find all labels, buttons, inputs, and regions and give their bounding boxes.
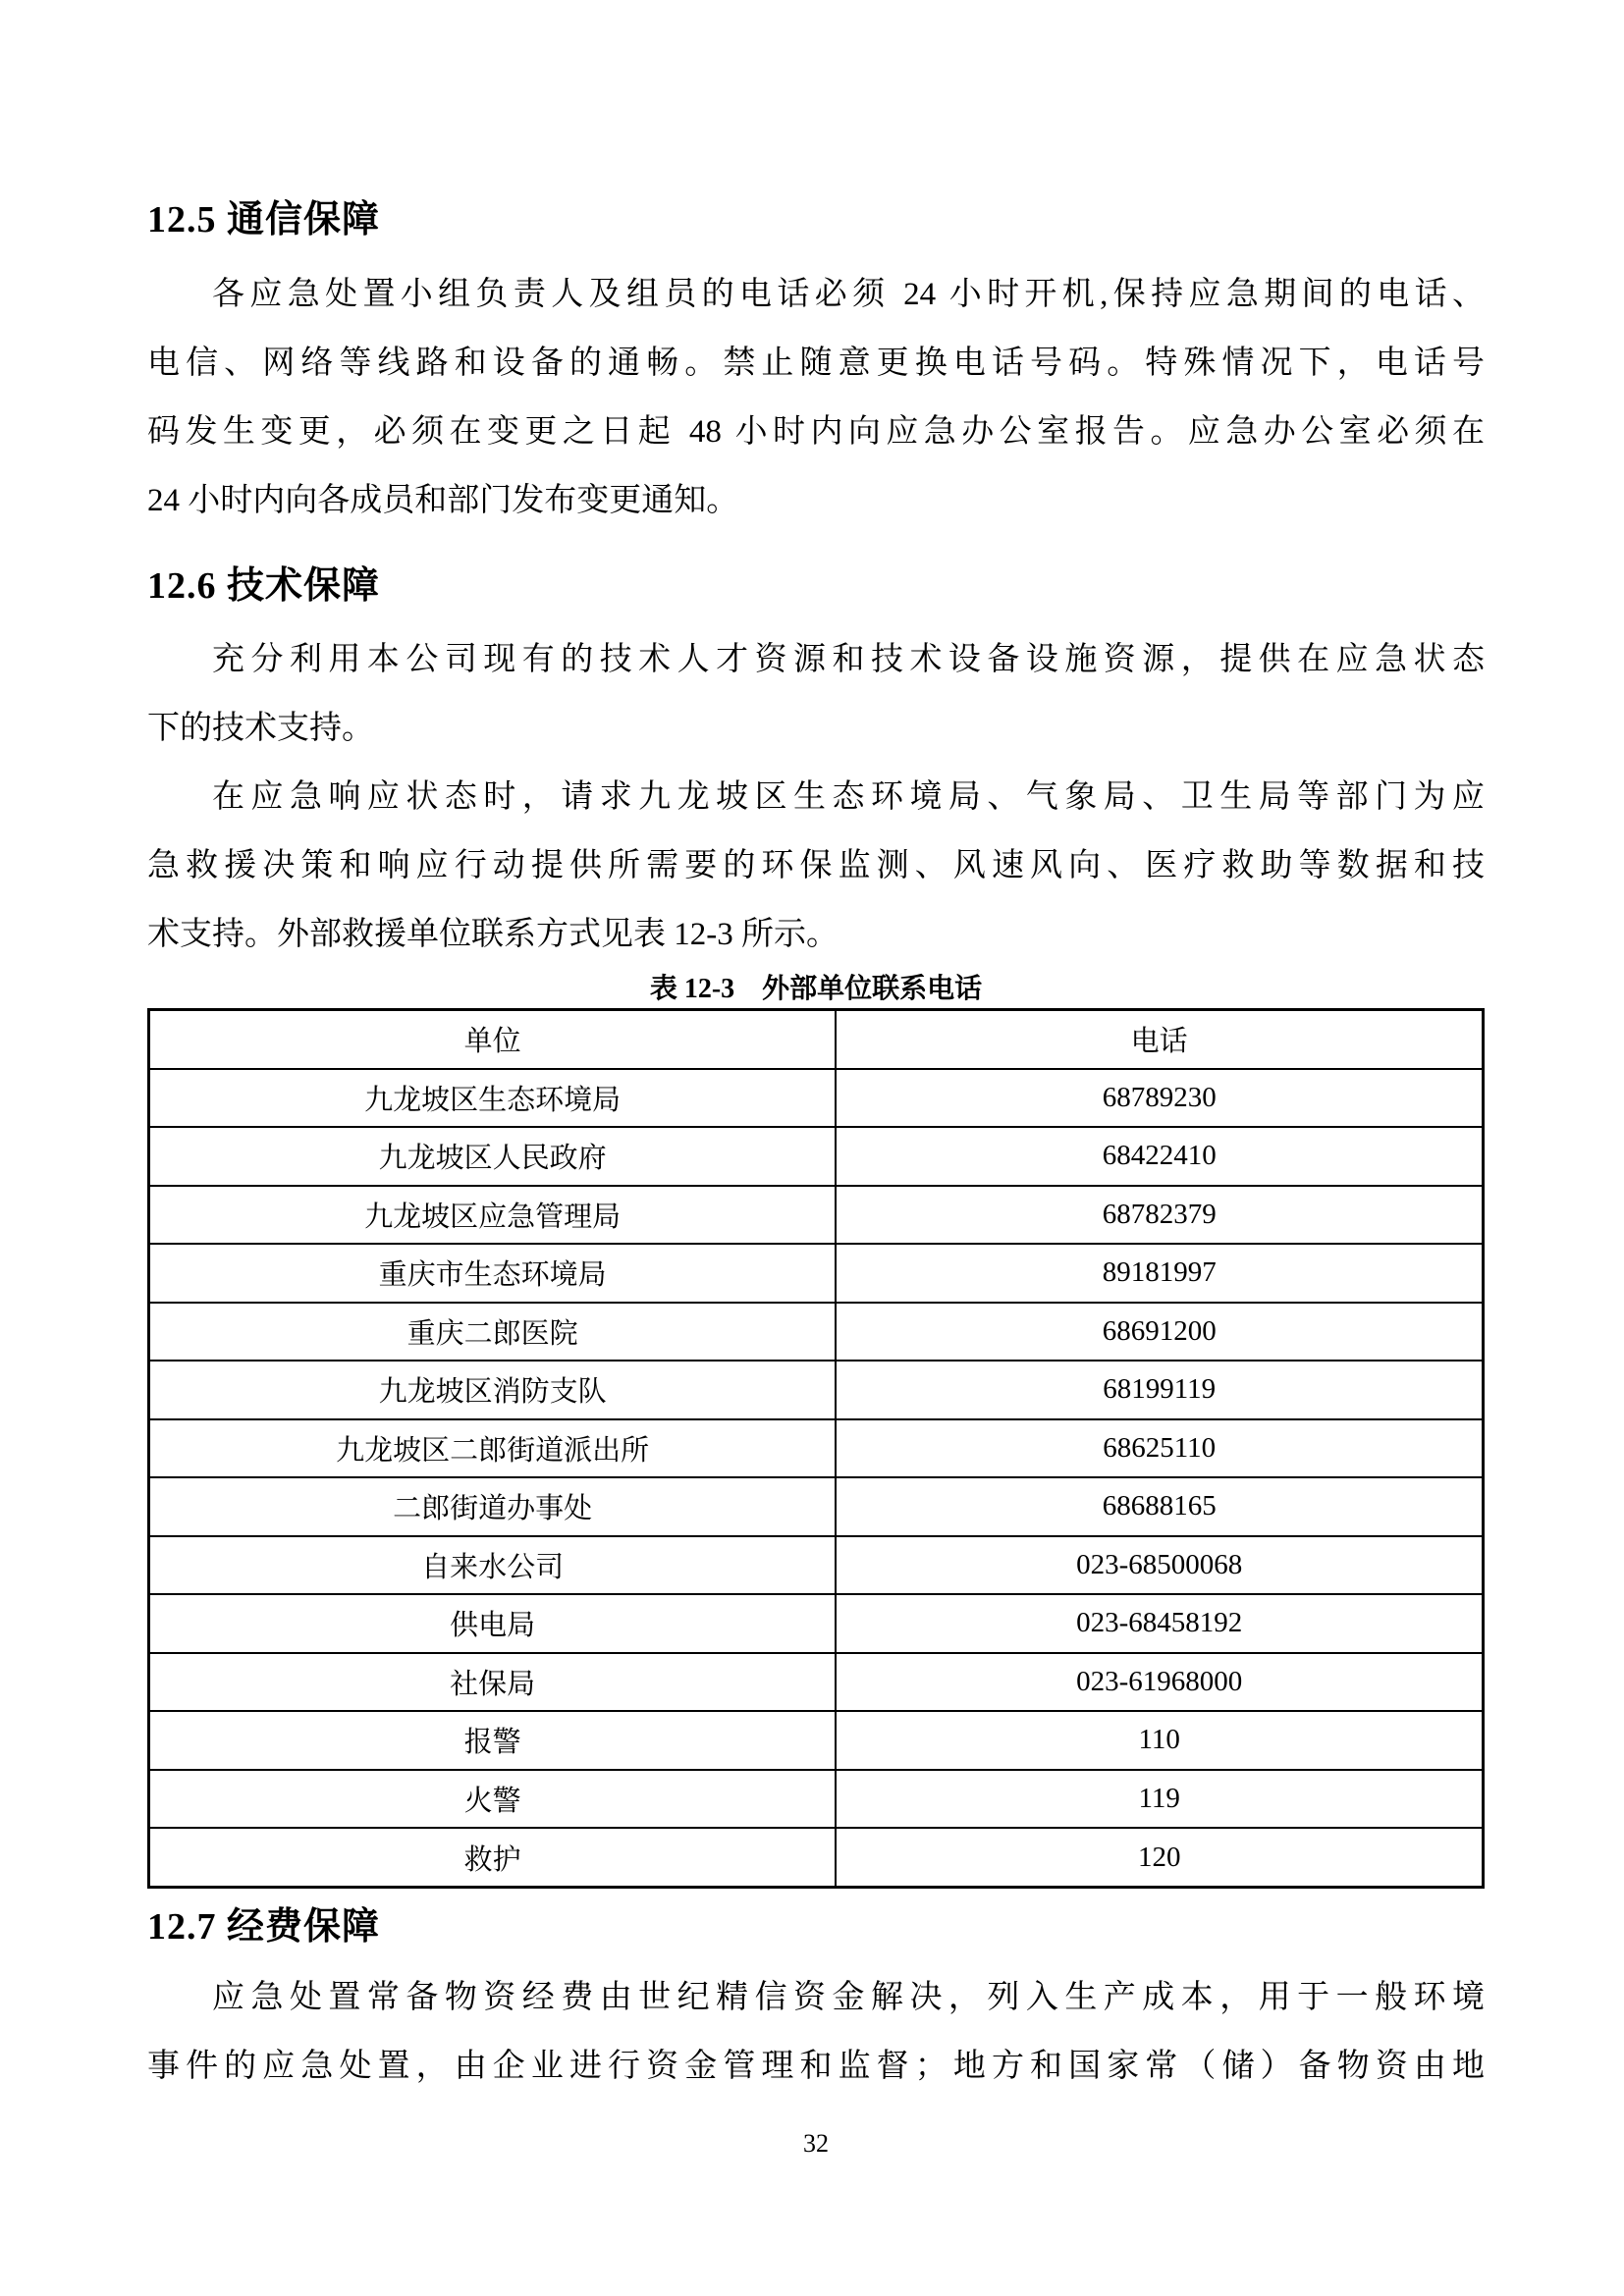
unit-cell: 九龙坡区消防支队 [149, 1361, 837, 1419]
phone-cell: 68691200 [836, 1303, 1483, 1362]
paragraph-line: 码发生变更，必须在变更之日起 48 小时内向应急办公室报告。应急办公室必须在 [147, 414, 1485, 450]
paragraph-line: 电信、网络等线路和设备的通畅。禁止随意更换电话号码。特殊情况下，电话号 [147, 346, 1485, 381]
unit-cell: 九龙坡区生态环境局 [149, 1069, 837, 1128]
table-row [149, 1536, 1484, 1595]
paragraph-funding [147, 1963, 1485, 2101]
paragraph-line: 各应急处置小组负责人及组员的电话必须 24 小时开机,保持应急期间的电话、 [212, 277, 1485, 312]
paragraph-communication [147, 260, 1485, 535]
heading-12-6: 12.6 技术保障 [147, 565, 381, 607]
paragraph-line: 在应急响应状态时，请求九龙坡区生态环境局、气象局、卫生局等部门为应 [212, 779, 1485, 815]
phone-cell: 68688165 [836, 1477, 1483, 1536]
paragraph-line: 急救援决策和响应行动提供所需要的环保监测、风速风向、医疗救助等数据和技 [147, 848, 1485, 883]
table-row [149, 1186, 1484, 1245]
table-row [149, 1303, 1484, 1362]
phone-cell: 119 [836, 1770, 1483, 1829]
table-header-row [149, 1010, 1484, 1069]
phone-cell: 68199119 [836, 1361, 1483, 1419]
table-row [149, 1127, 1484, 1186]
table-row [149, 1653, 1484, 1712]
paragraph-line: 应急处置常备物资经费由世纪精信资金解决，列入生产成本，用于一般环境 [212, 1980, 1485, 2015]
unit-cell: 社保局 [149, 1653, 837, 1712]
page-content [147, 0, 1485, 2161]
heading-12-5: 12.5 通信保障 [147, 199, 381, 240]
phone-cell: 023-68500068 [836, 1536, 1483, 1595]
unit-cell: 供电局 [149, 1594, 837, 1653]
paragraph-line: 24 小时内向各成员和部门发布变更通知。 [147, 483, 739, 518]
paragraph-line: 下的技术支持。 [147, 711, 374, 746]
phone-cell: 68789230 [836, 1069, 1483, 1128]
unit-cell: 九龙坡区二郎街道派出所 [149, 1419, 837, 1478]
table-caption: 表 12-3 外部单位联系电话 [649, 974, 983, 1004]
unit-cell: 九龙坡区人民政府 [149, 1127, 837, 1186]
table-row [149, 1594, 1484, 1653]
unit-cell: 火警 [149, 1770, 837, 1829]
table-row [149, 1069, 1484, 1128]
unit-cell: 二郎街道办事处 [149, 1477, 837, 1536]
table-row [149, 1828, 1484, 1887]
page-number: 32 [803, 2129, 829, 2158]
unit-cell: 重庆二郎医院 [149, 1303, 837, 1362]
table-row [149, 1244, 1484, 1303]
phone-cell: 120 [836, 1828, 1483, 1887]
table-row [149, 1477, 1484, 1536]
unit-cell: 救护 [149, 1828, 837, 1887]
unit-cell: 报警 [149, 1711, 837, 1770]
heading-12-7: 12.7 经费保障 [147, 1906, 381, 1948]
paragraph-line: 充分利用本公司现有的技术人才资源和技术设备设施资源，提供在应急状态 [212, 642, 1485, 677]
contact-table [147, 1008, 1485, 1889]
paragraph-line: 事件的应急处置，由企业进行资金管理和监督；地方和国家常（储）备物资由地 [147, 2049, 1485, 2084]
paragraph-technical-1 [147, 625, 1485, 763]
unit-cell: 九龙坡区应急管理局 [149, 1186, 837, 1245]
paragraph-line: 术支持。外部救援单位联系方式见表 12-3 所示。 [147, 917, 839, 952]
table-row [149, 1419, 1484, 1478]
table-row [149, 1770, 1484, 1829]
phone-cell: 68782379 [836, 1186, 1483, 1245]
phone-cell: 89181997 [836, 1244, 1483, 1303]
phone-cell: 110 [836, 1711, 1483, 1770]
phone-cell: 023-68458192 [836, 1594, 1483, 1653]
phone-cell: 023-61968000 [836, 1653, 1483, 1712]
table-row [149, 1361, 1484, 1419]
paragraph-technical-2 [147, 763, 1485, 969]
phone-cell: 68625110 [836, 1419, 1483, 1478]
phone-cell: 68422410 [836, 1127, 1483, 1186]
table-header-unit: 单位 [149, 1010, 837, 1069]
table-header-phone: 电话 [836, 1010, 1483, 1069]
unit-cell: 自来水公司 [149, 1536, 837, 1595]
unit-cell: 重庆市生态环境局 [149, 1244, 837, 1303]
table-row [149, 1711, 1484, 1770]
